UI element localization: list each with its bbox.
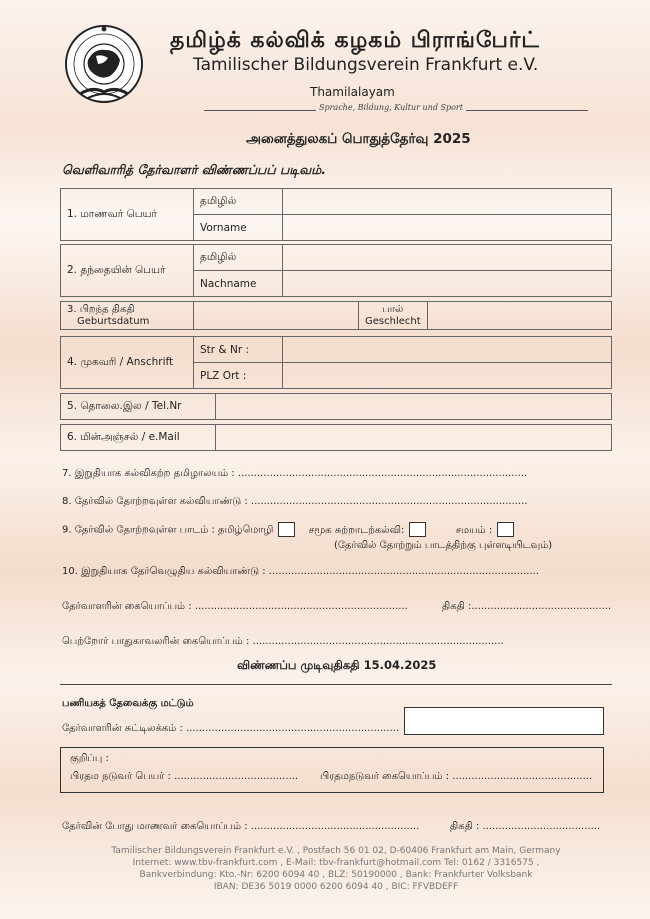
parent-signature-line[interactable]: பெற்றோர் பாதுகாவலரின் கையொப்பம் : ............................................................................... [62, 636, 504, 647]
student-name-tamil-field[interactable] [283, 189, 612, 215]
phone-table [60, 393, 612, 420]
tagline: Sprache, Bildung, Kultur und Sport [316, 103, 466, 112]
social-studies-label: சமூக சுற்றாடற்கல்வி: [308, 524, 405, 536]
religion-checkbox[interactable] [497, 522, 514, 537]
dob-label-tamil: 3. பிறந்த திகதி [67, 303, 135, 315]
street-field[interactable] [283, 337, 612, 363]
student-name-tamil-label: தமிழில் [194, 189, 283, 215]
father-nachname-label: Nachname [194, 271, 283, 297]
principal-signature-line[interactable]: பிரதமநடுவர் கையொப்பம் : ............................................ [320, 771, 593, 782]
footer-bank: Bankverbindung: Kto.-Nr: 6200 6094 40 , BLZ: 50190000 , Bank: Frankfurter Volksbank [139, 870, 533, 880]
father-name-table [60, 244, 612, 297]
gender-label [359, 302, 428, 330]
organization-name-german: Tamilischer Bildungsverein Frankfurt e.V. [193, 55, 539, 75]
father-name-label: 2. தந்தையின் பெயர் [61, 245, 194, 297]
dob-gender-table [60, 301, 612, 330]
organization-name-tamil: தமிழ்க் கல்விக் கழகம் பிராங்பேர்ட் [170, 28, 540, 53]
student-vorname-field[interactable] [283, 215, 612, 241]
footer [60, 845, 612, 893]
street-label: Str & Nr : [194, 337, 283, 363]
religion-label: சமயம் : [455, 524, 493, 536]
candidate-index-box[interactable] [404, 707, 604, 735]
father-nachname-field[interactable] [283, 271, 612, 297]
exam-signature-line[interactable]: தேர்வின் போது மாணவர் கையொப்பம் : ..................................................... [62, 821, 420, 832]
gender-label-german: Geschlecht [365, 315, 421, 327]
student-name-label: 1. மாணவர் பெயர் [61, 189, 194, 241]
date-line[interactable]: திகதி :............................................ [442, 601, 612, 612]
dob-field[interactable] [194, 302, 359, 330]
dob-label-german: Geburtsdatum [77, 315, 150, 327]
organization-subname: Thamilalayam [310, 85, 395, 99]
last-school-line[interactable]: 7. இறுதியாக கல்விகற்ற தமிழாலயம் : ........................................................................................... [62, 468, 528, 479]
form-title: வெளிவாரித் தேர்வாளர் விண்ணப்பப் படிவம். [62, 162, 327, 177]
note-box [60, 747, 604, 793]
subject-line [62, 522, 518, 537]
email-table [60, 424, 612, 451]
student-vorname-label: Vorname [194, 215, 283, 241]
principal-name-line[interactable]: பிரதம நடுவர் பெயர் : ....................................... [70, 771, 299, 782]
email-field[interactable] [216, 425, 612, 451]
phone-label: 5. தொலை.இல / Tel.Nr [61, 394, 216, 420]
gender-field[interactable] [427, 302, 611, 330]
candidate-signature-line[interactable]: தேர்வாளரின் கையொப்பம் : ................................................................... [62, 601, 408, 612]
gender-label-tamil: பால் [382, 303, 404, 315]
zip-city-label: PLZ Ort : [194, 363, 283, 389]
candidate-index-line: தேர்வாளரின் சுட்டிலக்கம் : ................................................................... [62, 723, 400, 734]
office-title: பணியகத் தேவைக்கு மட்டும் [62, 698, 194, 709]
exam-title: அனைத்துலகப் பொதுத்தேர்வு 2025 [246, 131, 471, 147]
office-divider [60, 684, 612, 685]
organization-logo [58, 20, 150, 112]
deadline: விண்ணப்ப முடிவுதிகதி 15.04.2025 [237, 658, 437, 672]
student-name-table [60, 188, 612, 241]
father-name-tamil-field[interactable] [283, 245, 612, 271]
address-label: 4. முகவரி / Anschrift [61, 337, 194, 389]
footer-iban: IBAN: DE36 5019 0000 6200 6094 40 , BIC: FFVBDEFF [213, 882, 459, 892]
subject-note: (தேர்வில் தோற்றும் பாடத்திற்கு புள்ளடியிடவும்) [334, 540, 553, 551]
footer-address: Tamilischer Bildungsverein Frankfurt e.V. , Postfach 56 01 02, D-60406 Frankfurt am Main, Germany [111, 846, 561, 856]
dob-label [61, 302, 194, 330]
phone-field[interactable] [216, 394, 612, 420]
address-table [60, 336, 612, 389]
zip-city-field[interactable] [283, 363, 612, 389]
tamil-language-checkbox[interactable] [278, 522, 295, 537]
exam-year-line[interactable]: 8. தேர்வில் தோற்றவுள்ள கல்வியாண்டு : ....................................................................................... [62, 496, 528, 507]
subject-label: 9. தேர்வில் தோற்றவுள்ள பாடம் : தமிழ்மொழி [62, 524, 274, 536]
last-exam-year-line[interactable]: 10. இறுதியாக தேர்வெழுதிய கல்வியாண்டு : ..................................................................................... [62, 566, 539, 577]
email-label: 6. மின்அஞ்சல் / e.Mail [61, 425, 216, 451]
footer-contact: Internet: www.tbv-frankfurt.com , E-Mail: tbv-frankfurt@hotmail.com Tel: 0162 / 3316575 , [132, 858, 540, 868]
father-name-tamil-label: தமிழில் [194, 245, 283, 271]
note-label: குறிப்பு : [70, 753, 109, 764]
exam-date-line[interactable]: திகதி : ..................................... [450, 821, 601, 832]
social-studies-checkbox[interactable] [409, 522, 426, 537]
